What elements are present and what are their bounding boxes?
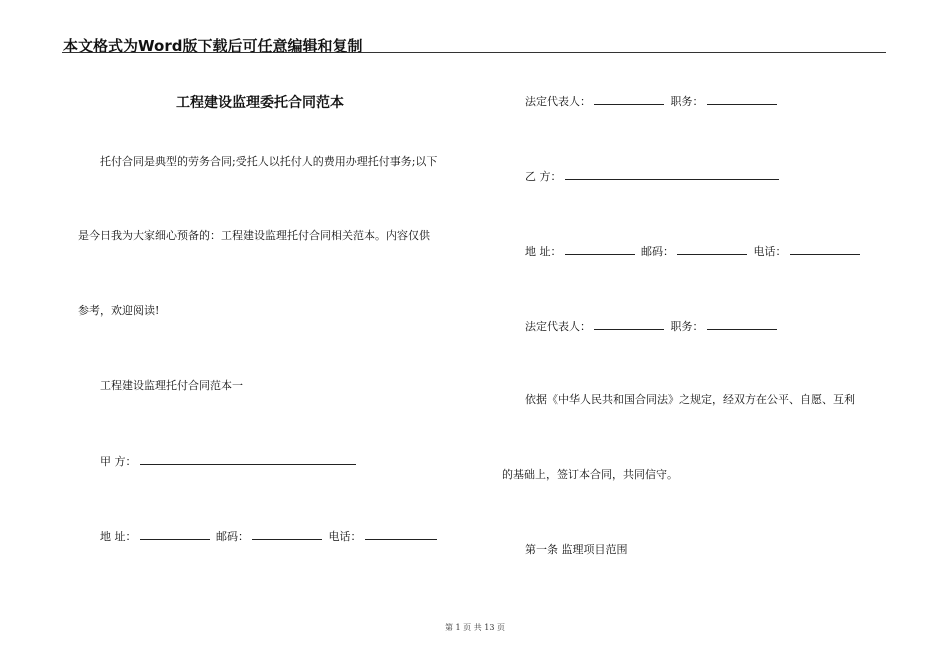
intro-paragraph-line-3: 参考，欢迎阅读! [78, 304, 160, 317]
address-blank [140, 529, 210, 540]
intro-paragraph-line-2: 是今日我为大家细心预备的：工程建设监理托付合同相关范本。内容仅供 [78, 229, 430, 242]
phone-label: 电话： [328, 530, 362, 543]
representative-blank [594, 319, 664, 330]
phone-label: 电话： [753, 245, 787, 258]
position-label: 职务： [670, 320, 704, 333]
postcode-blank [252, 529, 322, 540]
representative-label: 法定代表人： [525, 320, 591, 333]
header-rule [62, 52, 886, 53]
party-a-label: 甲 方： [100, 455, 137, 468]
party-b-address-line [525, 244, 863, 259]
party-b-line [525, 169, 782, 184]
position-blank [707, 94, 777, 105]
intro-paragraph-line-1: 托付合同是典型的劳务合同;受托人以托付人的费用办理托付事务;以下 [100, 155, 438, 168]
download-note: 本文格式为Word版下载后可任意编辑和复制 [63, 37, 363, 55]
position-blank [707, 319, 777, 330]
representative-label: 法定代表人： [525, 95, 591, 108]
document-title: 工程建设监理委托合同范本 [176, 95, 344, 111]
sample-heading: 工程建设监理托付合同范本一 [100, 379, 243, 392]
address-label: 地 址： [525, 245, 562, 258]
party-a-blank [140, 454, 356, 465]
article-1-heading: 第一条 监理项目范围 [525, 543, 628, 556]
address-blank [565, 244, 635, 255]
representative-line-1 [525, 94, 780, 109]
phone-blank [365, 529, 437, 540]
basis-paragraph-line-1: 依据《中华人民共和国合同法》之规定，经双方在公平、自愿、互利 [525, 393, 855, 406]
party-a-line [100, 454, 359, 469]
party-a-address-line [100, 529, 440, 544]
postcode-label: 邮码： [216, 530, 249, 543]
phone-blank [790, 244, 860, 255]
address-label: 地 址： [100, 530, 137, 543]
representative-line-2 [525, 319, 780, 334]
party-b-label: 乙 方： [525, 170, 562, 183]
party-b-blank [565, 169, 779, 180]
postcode-blank [677, 244, 747, 255]
basis-paragraph-line-2: 的基础上，签订本合同，共同信守。 [502, 468, 678, 481]
page-number: 第 1 页 共 13 页 [445, 623, 505, 632]
position-label: 职务： [670, 95, 704, 108]
representative-blank [594, 94, 664, 105]
postcode-label: 邮码： [641, 245, 674, 258]
